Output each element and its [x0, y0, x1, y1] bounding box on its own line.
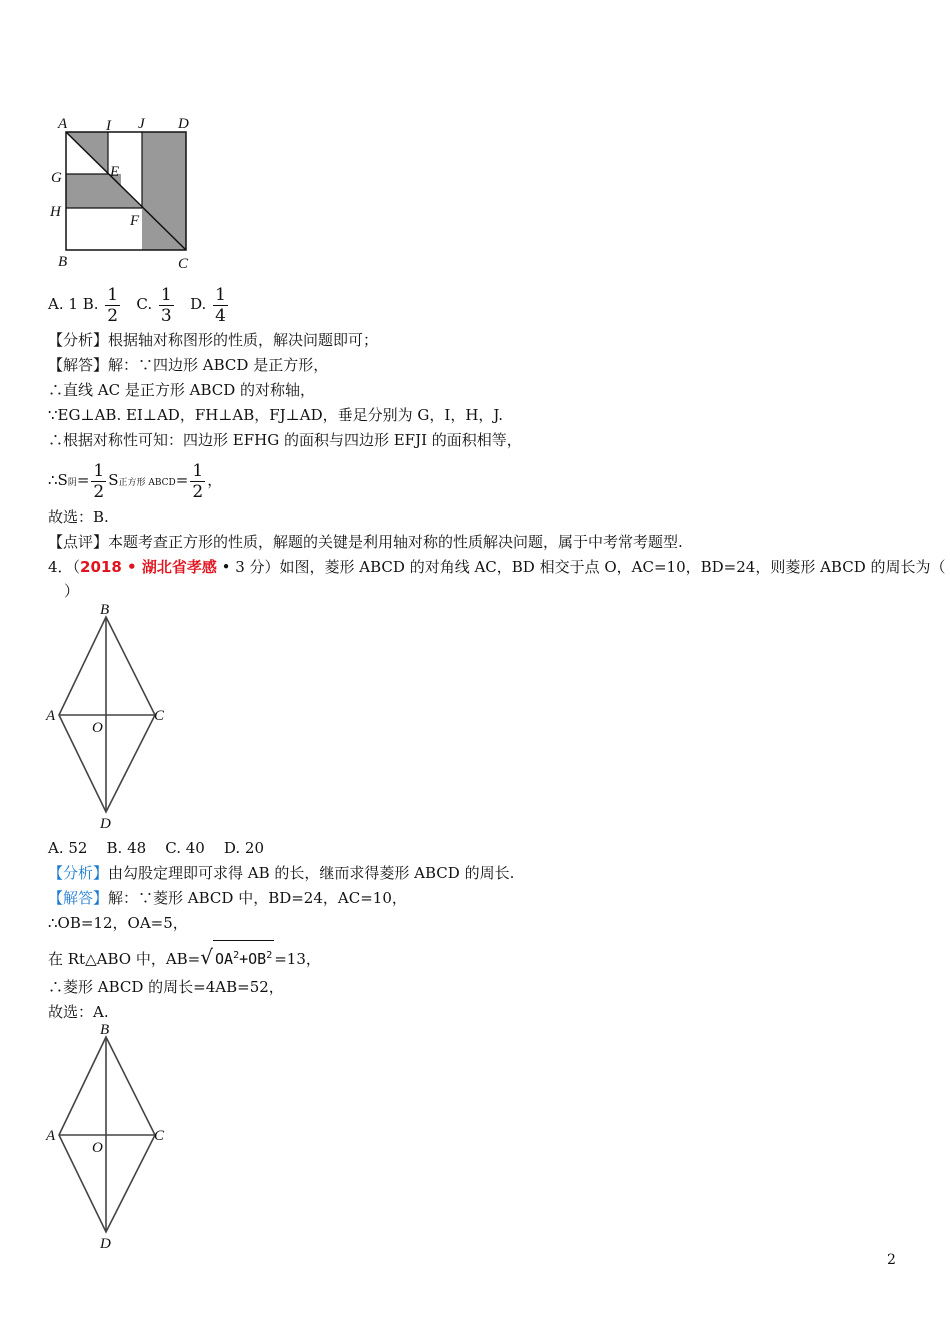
q3-solution-1: 【解答】解：∵四边形 ABCD 是正方形， [48, 356, 329, 374]
rhombus-1-label-A: A [46, 708, 56, 724]
rhombus-1-label-O: O [92, 720, 103, 736]
rhombus-2-label-O: O [92, 1140, 103, 1156]
square-figure [44, 110, 204, 275]
q4-stem-end: ） [64, 582, 80, 600]
rhombus-figure-1 [42, 600, 182, 832]
label-F: F [130, 213, 140, 229]
label-I: I [106, 118, 111, 134]
rhombus-2-label-C: C [154, 1128, 165, 1144]
option-c-prefix: C. [136, 295, 153, 313]
rhombus-figure-2 [42, 1020, 182, 1252]
rhombus-2-label-B: B [100, 1022, 110, 1038]
label-J: J [138, 116, 145, 132]
q4-solution-1: 【解答】解：∵菱形 ABCD 中，BD=24，AC=10， [48, 889, 407, 907]
page-number: 2 [887, 1252, 896, 1268]
q4-stem: 4．（2018 • 湖北省孝感 • 3 分）如图，菱形 ABCD 的对角线 AC，BD 相交于点 O，AC=10，BD=24，则菱形 ABCD 的周长为（ [48, 558, 946, 576]
q3-formula: ∴S阴= $\frac{1}{2}$ S正方形 ABCD= $\frac{1}{2}$ ， [48, 460, 223, 502]
rhombus-1-label-B: B [100, 602, 110, 618]
q3-options [48, 284, 230, 326]
q3-solution-3: ∵EG⊥AB. EI⊥AD，FH⊥AB，FJ⊥AD，垂足分别为 G，I，H，J. [48, 406, 504, 424]
sqrt-expression: $OA^2+OB^2$ [213, 940, 274, 974]
q3-solution-4: ∴根据对称性可知：四边形 EFHG 的面积与四边形 EFJI 的面积相等， [48, 431, 522, 449]
q3-comment: 【点评】本题考查正方形的性质，解题的关键是利用轴对称的性质解决问题，属于中考常考题型. [48, 533, 683, 551]
label-A: A [58, 116, 68, 132]
q4-solution-4: ∴菱形 ABCD 的周长=4AB=52， [48, 978, 284, 996]
q3-answer: 故选：B. [48, 508, 109, 526]
q3-solution-2: ∴直线 AC 是正方形 ABCD 的对称轴， [48, 381, 316, 399]
option-c-fraction: $\frac{1}{3}$ [160, 284, 172, 326]
label-E: E [110, 164, 120, 180]
label-C: C [178, 256, 189, 272]
option-b-prefix: B. [82, 295, 99, 313]
q4-solution-2: ∴OB=12，OA=5， [48, 914, 188, 932]
q4-answer: 故选：A. [48, 1003, 109, 1021]
rhombus-1-label-C: C [154, 708, 165, 724]
option-d-prefix: D. [190, 295, 207, 313]
option-a: A. 1 [48, 295, 78, 313]
rhombus-2-label-D: D [100, 1236, 111, 1252]
q4-source: 2018 • 湖北省孝感 [80, 558, 217, 576]
label-G: G [51, 170, 62, 186]
label-D: D [178, 116, 189, 132]
rhombus-2-label-A: A [46, 1128, 56, 1144]
option-b-fraction: $\frac{1}{2}$ [107, 284, 119, 326]
q4-options: A. 52 B. 48 C. 40 D. 20 [48, 839, 264, 857]
option-d-fraction: $\frac{1}{4}$ [215, 284, 226, 326]
q3-analysis: 【分析】根据轴对称图形的性质，解决问题即可； [48, 331, 379, 349]
label-B: B [58, 254, 68, 270]
q4-analysis: 【分析】由勾股定理即可求得 AB 的长，继而求得菱形 ABCD 的周长. [48, 864, 515, 882]
label-H: H [50, 204, 61, 220]
rhombus-1-label-D: D [100, 816, 111, 832]
q4-sqrt-line: 在 Rt△ABO 中，AB=√ $OA^2+OB^2 =13$， [48, 940, 321, 974]
